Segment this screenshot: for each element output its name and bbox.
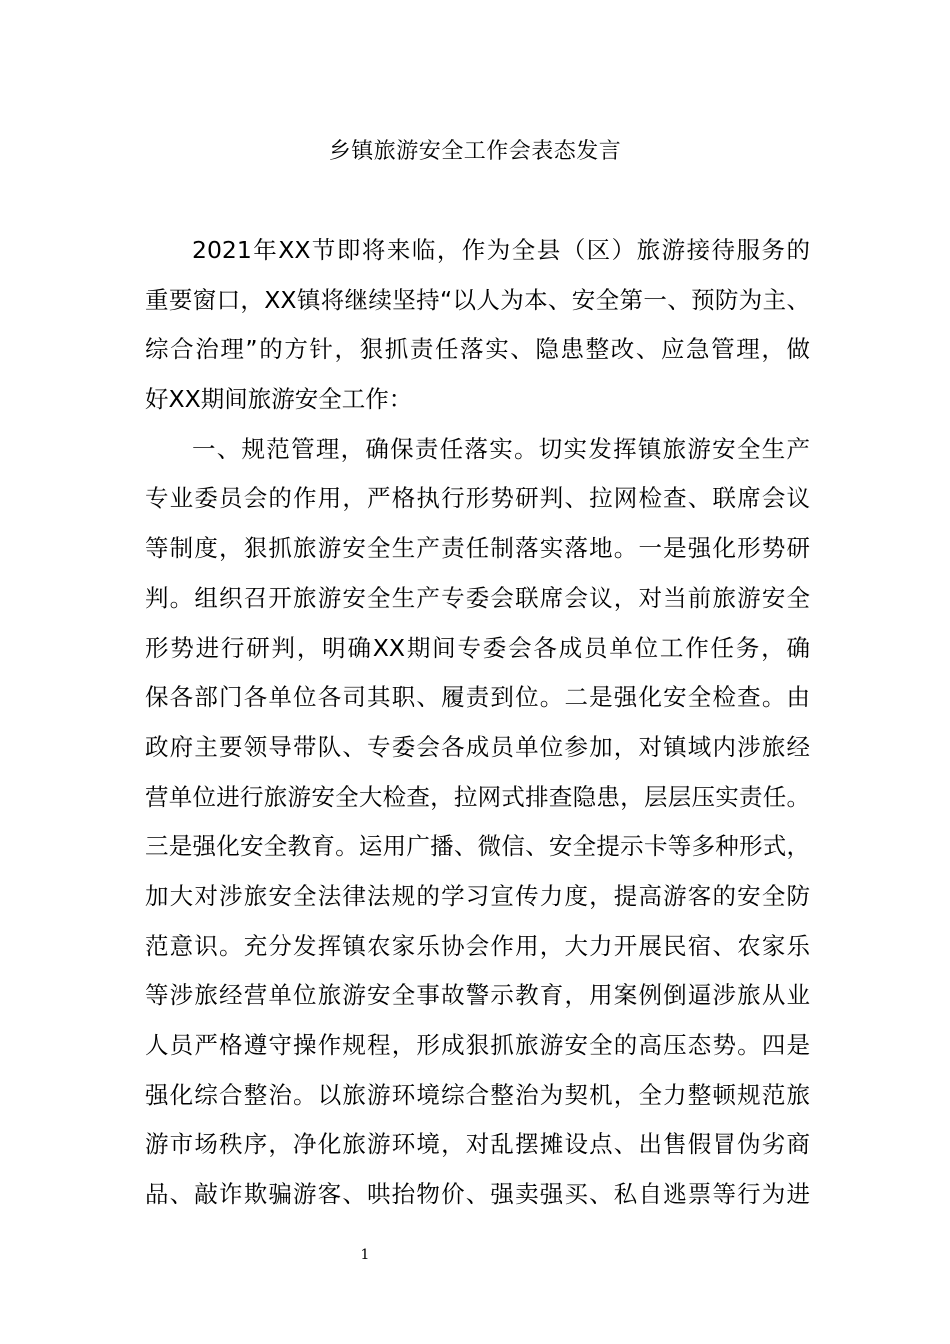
text-line: 强化综合整治。以旅游环境综合整治为契机，全力整顿规范旅 [145, 1080, 810, 1109]
text-line: 保各部门各单位各司其职、履责到位。二是强化安全检查。由 [145, 683, 810, 712]
text-line: 2021年XX节即将来临，作为全县（区）旅游接待服务的 [192, 236, 810, 264]
text-line: 人员严格遵守操作规程，形成狠抓旅游安全的高压态势。四是 [145, 1031, 810, 1059]
text-line: 综合治理”的方针，狠抓责任落实、隐患整改、应急管理，做 [145, 335, 810, 364]
text-line: 范意识。充分发挥镇农家乐协会作用，大力开展民宿、农家乐 [145, 931, 810, 960]
text-line: 等涉旅经营单位旅游安全事故警示教育，用案例倒逼涉旅从业 [145, 981, 810, 1010]
text-line: 政府主要领导带队、专委会各成员单位参加，对镇域内涉旅经 [145, 732, 810, 761]
text-line: 加大对涉旅安全法律法规的学习宣传力度，提高游客的安全防 [145, 881, 810, 910]
text-line: 等制度，狠抓旅游安全生产责任制落实落地。一是强化形势研 [145, 534, 810, 563]
text-line: 判。组织召开旅游安全生产专委会联席会议，对当前旅游安全 [145, 583, 810, 612]
page-number: 1 [360, 1247, 370, 1263]
text-line: 形势进行研判，明确XX期间专委会各成员单位工作任务，确 [145, 633, 810, 662]
text-line: 一、规范管理，确保责任落实。切实发挥镇旅游安全生产 [192, 434, 810, 463]
text-line: 好XX期间旅游安全工作： [145, 385, 413, 414]
document-title: 乡镇旅游安全工作会表态发言 [328, 139, 622, 164]
text-line: 重要窗口，XX镇将继续坚持“以人为本、安全第一、预防为主、 [145, 285, 810, 314]
text-line: 品、敲诈欺骗游客、哄抬物价、强卖强买、私自逃票等行为进 [145, 1180, 810, 1209]
text-line: 专业委员会的作用，严格执行形势研判、拉网检查、联席会议 [145, 484, 810, 513]
text-line: 营单位进行旅游安全大检查，拉网式排查隐患，层层压实责任。 [145, 782, 810, 811]
document-body [145, 226, 810, 1220]
text-line: 游市场秩序，净化旅游环境，对乱摆摊设点、出售假冒伪劣商 [145, 1130, 810, 1159]
text-line: 三是强化安全教育。运用广播、微信、安全提示卡等多种形式， [145, 832, 810, 861]
